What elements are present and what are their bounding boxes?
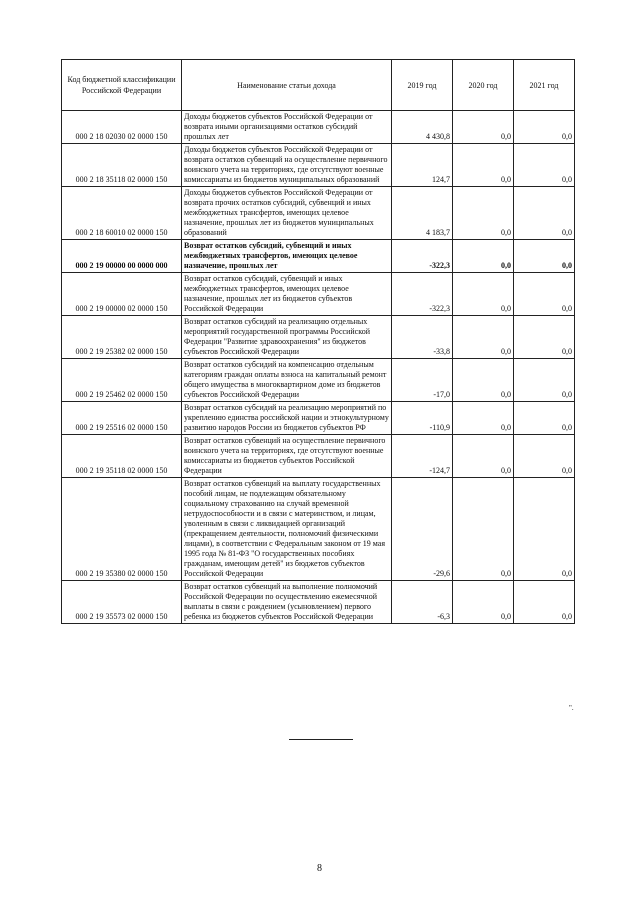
- row-name: Доходы бюджетов субъектов Российской Федерации от возврата иными организациями остатков субсидий прошлых лет: [182, 111, 392, 144]
- table-row: [62, 111, 575, 144]
- row-value-2021: 0,0: [514, 144, 575, 187]
- row-code: 000 2 19 00000 02 0000 150: [62, 273, 182, 316]
- row-value-2021: 0,0: [514, 111, 575, 144]
- row-value-2020: 0,0: [453, 402, 514, 435]
- row-value-2020: 0,0: [453, 478, 514, 581]
- row-code: 000 2 19 25382 02 0000 150: [62, 316, 182, 359]
- row-value-2019: -322,3: [392, 273, 453, 316]
- row-value-2020: 0,0: [453, 316, 514, 359]
- end-quote-mark: ".: [569, 704, 574, 712]
- row-name: Доходы бюджетов субъектов Российской Федерации от возврата прочих остатков субсидий, субвенций и иных межбюджетных трансфертов, имеющих целевое назначение, прошлых лет из бюджетов муниципальных образований: [182, 187, 392, 240]
- table-row: [62, 316, 575, 359]
- header-2020: 2020 год: [453, 60, 514, 111]
- row-name: Возврат остатков субвенций на выплату государственных пособий лицам, не подлежащим обязательному социальному страхованию на случай временной нетрудоспособности и в связи с материнством, и лицам, уволенным в связи с ликвидацией организаций (прекращением деятельности, полномочий физическими лицами), в соответствии с Федеральным законом от 19 мая 1995 года № 81-ФЗ "О государственных пособиях гражданам, имеющим детей" из бюджетов субъектов Российской Федерации: [182, 478, 392, 581]
- row-value-2020: 0,0: [453, 144, 514, 187]
- row-value-2021: 0,0: [514, 273, 575, 316]
- row-value-2021: 0,0: [514, 478, 575, 581]
- table-row: [62, 273, 575, 316]
- row-value-2019: -124,7: [392, 435, 453, 478]
- row-name: Возврат остатков субсидий на реализацию мероприятий по укреплению единства российской нации и этнокультурному развитию народов России из бюджетов субъектов РФ: [182, 402, 392, 435]
- row-value-2019: 124,7: [392, 144, 453, 187]
- row-value-2021: 0,0: [514, 435, 575, 478]
- row-value-2019: 4 430,8: [392, 111, 453, 144]
- table-header-row: [62, 60, 575, 111]
- row-value-2020: 0,0: [453, 187, 514, 240]
- header-code: Код бюджетной классификации Российской Федерации: [62, 60, 182, 111]
- table-row: [62, 402, 575, 435]
- row-name: Доходы бюджетов субъектов Российской Федерации от возврата остатков субвенций на осуществление первичного воинского учета на территориях, где отсутствуют военные комиссариаты из бюджетов муниципальных образований: [182, 144, 392, 187]
- row-name: Возврат остатков субвенций на осуществление первичного воинского учета на территориях, где отсутствуют военные комиссариаты из бюджетов субъектов Российской Федерации: [182, 435, 392, 478]
- row-name: Возврат остатков субвенций на выполнение полномочий Российской Федерации по осуществлению ежемесячной выплаты в связи с рождением (усыновлением) первого ребенка из бюджетов субъектов Российской Федерации: [182, 581, 392, 624]
- table-row: [62, 359, 575, 402]
- table-row: [62, 478, 575, 581]
- row-code: 000 2 19 00000 00 0000 000: [62, 240, 182, 273]
- page-number: 8: [317, 863, 322, 874]
- table-row: [62, 240, 575, 273]
- row-name: Возврат остатков субсидий на компенсацию отдельным категориям граждан оплаты взноса на капитальный ремонт общего имущества в многоквартирном доме из бюджетов субъектов Российской Федерации: [182, 359, 392, 402]
- header-name: Наименование статьи дохода: [182, 60, 392, 111]
- row-value-2019: -17,0: [392, 359, 453, 402]
- row-value-2020: 0,0: [453, 111, 514, 144]
- row-code: 000 2 18 35118 02 0000 150: [62, 144, 182, 187]
- row-value-2019: -322,3: [392, 240, 453, 273]
- row-name: Возврат остатков субсидий, субвенций и иных межбюджетных трансфертов, имеющих целевое назначение, прошлых лет из бюджетов субъектов Российской Федерации: [182, 273, 392, 316]
- row-value-2020: 0,0: [453, 240, 514, 273]
- row-value-2021: 0,0: [514, 581, 575, 624]
- row-value-2020: 0,0: [453, 581, 514, 624]
- row-value-2021: 0,0: [514, 240, 575, 273]
- revenue-table: [61, 59, 575, 624]
- row-name: Возврат остатков субсидий на реализацию отдельных мероприятий государственной программы Российской Федерации "Развитие здравоохранения" из бюджетов субъектов Российской Федерации: [182, 316, 392, 359]
- row-value-2021: 0,0: [514, 359, 575, 402]
- row-name: Возврат остатков субсидий, субвенций и иных межбюджетных трансфертов, имеющих целевое назначение, прошлых лет: [182, 240, 392, 273]
- header-2021: 2021 год: [514, 60, 575, 111]
- row-value-2021: 0,0: [514, 187, 575, 240]
- row-code: 000 2 19 35118 02 0000 150: [62, 435, 182, 478]
- separator-line: [289, 739, 353, 740]
- row-value-2020: 0,0: [453, 273, 514, 316]
- row-code: 000 2 18 60010 02 0000 150: [62, 187, 182, 240]
- table-body: [62, 111, 575, 624]
- row-value-2021: 0,0: [514, 316, 575, 359]
- row-code: 000 2 19 25462 02 0000 150: [62, 359, 182, 402]
- row-code: 000 2 19 35380 02 0000 150: [62, 478, 182, 581]
- row-value-2019: -6,3: [392, 581, 453, 624]
- row-value-2020: 0,0: [453, 435, 514, 478]
- row-value-2019: 4 183,7: [392, 187, 453, 240]
- row-code: 000 2 18 02030 02 0000 150: [62, 111, 182, 144]
- row-value-2019: -29,6: [392, 478, 453, 581]
- table-row: [62, 435, 575, 478]
- row-value-2021: 0,0: [514, 402, 575, 435]
- header-2019: 2019 год: [392, 60, 453, 111]
- row-code: 000 2 19 25516 02 0000 150: [62, 402, 182, 435]
- table-row: [62, 144, 575, 187]
- row-value-2019: -110,9: [392, 402, 453, 435]
- table-row: [62, 581, 575, 624]
- row-value-2019: -33,8: [392, 316, 453, 359]
- row-value-2020: 0,0: [453, 359, 514, 402]
- row-code: 000 2 19 35573 02 0000 150: [62, 581, 182, 624]
- table-row: [62, 187, 575, 240]
